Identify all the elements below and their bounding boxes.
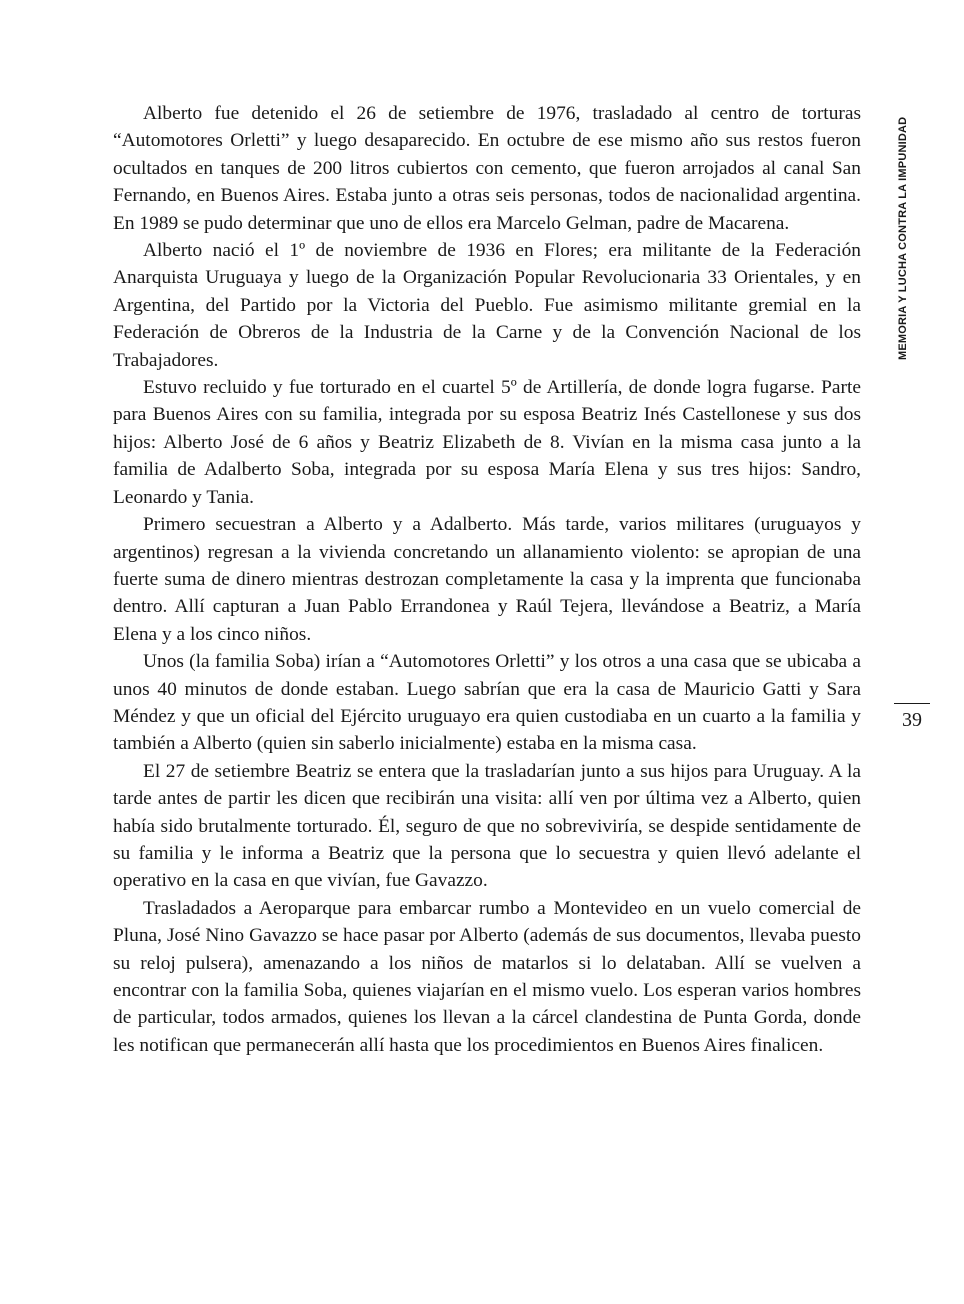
paragraph: Estuvo recluido y fue torturado en el cuartel 5º de Artillería, de donde logra fugarse. Parte para Buenos Aires con su familia, integrada por su esposa Beatriz Inés Castellonese y sus dos hijos: Alberto José de 6 años y Beatriz Elizabeth de 8. Vivían en la misma casa junto a la familia de Adalberto Soba, integrada por su esposa María Elena y sus tres hijos: Sandro, Leonardo y Tania.: [113, 377, 861, 508]
paragraph: Primero secuestran a Alberto y a Adalberto. Más tarde, varios militares (uruguayos y argentinos) regresan a la vivienda concretando un allanamiento violento: se apropian de una fuerte suma de dinero mientras destrozan completamente la casa y la imprenta que funcionaba dentro. Allí capturan a Juan Pablo Errandonea y Raúl Tejera, llevándose a Beatriz, a María Elena y a los cinco niños.: [113, 514, 861, 645]
page-number: 39: [902, 709, 922, 731]
body-text: [113, 100, 861, 1059]
paragraph: El 27 de setiembre Beatriz se entera que la trasladarían junto a sus hijos para Uruguay. A la tarde antes de partir les dicen que recibirán una visita: allí ven por última vez a Alberto, quien había sido brutalmente torturado. Él, seguro de que no sobreviviría, se despide sentidamente de su familia y le informa a Beatriz que la persona que lo secuestra y quien llevó adelante el operativo en la casa en que vivían, fue Gavazzo.: [113, 760, 861, 892]
running-head: MEMORIA Y LUCHA CONTRA LA IMPUNIDAD: [897, 116, 909, 360]
page-number-rule: [894, 703, 930, 704]
paragraph: Alberto nació el 1º de noviembre de 1936 en Flores; era militante de la Federación Anarquista Uruguaya y luego de la Organización Popular Revolucionaria 33 Orientales, y en Argentina, del Partido por la Victoria del Pueblo. Fue asimismo militante gremial en la Federación de Obreros de la Industria de la Carne y de la Convención Nacional de los Trabajadores.: [113, 240, 861, 371]
paragraph: Trasladados a Aeroparque para embarcar rumbo a Montevideo en un vuelo comercial de Pluna, José Nino Gavazzo se hace pasar por Alberto (además de sus documentos, llevaba puesto su reloj pulsera), amenazando a los niños de matarlos si lo delataban. Allí se vuelven a encontrar con la familia Soba, quienes viajarían en el mismo vuelo. Los esperan varios hombres de particular, todos armados, quienes los llevan a la cárcel clandestina de Punta Gorda, donde les notifican que permanecerán allí hasta que los procedimientos en Buenos Aires finalicen.: [113, 897, 861, 1056]
paragraph: Unos (la familia Soba) irían a “Automotores Orletti” y los otros a una casa que se ubicaba a unos 40 minutos de donde estaban. Luego sabrían que era la casa de Mauricio Gatti y Sara Méndez y que un oficial del Ejército uruguayo era quien custodiaba en un cuarto a la familia y también a Alberto (quien sin saberlo inicialmente) estaba en la misma casa.: [113, 651, 861, 755]
paragraph: Alberto fue detenido el 26 de setiembre de 1976, trasladado al centro de torturas “Automotores Orletti” y luego desaparecido. En octubre de ese mismo año sus restos fueron ocultados en tanques de 200 litros cubiertos con cemento, que fueron arrojados al canal San Fernando, en Buenos Aires. Estaba junto a otras seis personas, todos de nacionalidad argentina. En 1989 se pudo determinar que uno de ellos era Marcelo Gelman, padre de Macarena.: [113, 103, 861, 234]
